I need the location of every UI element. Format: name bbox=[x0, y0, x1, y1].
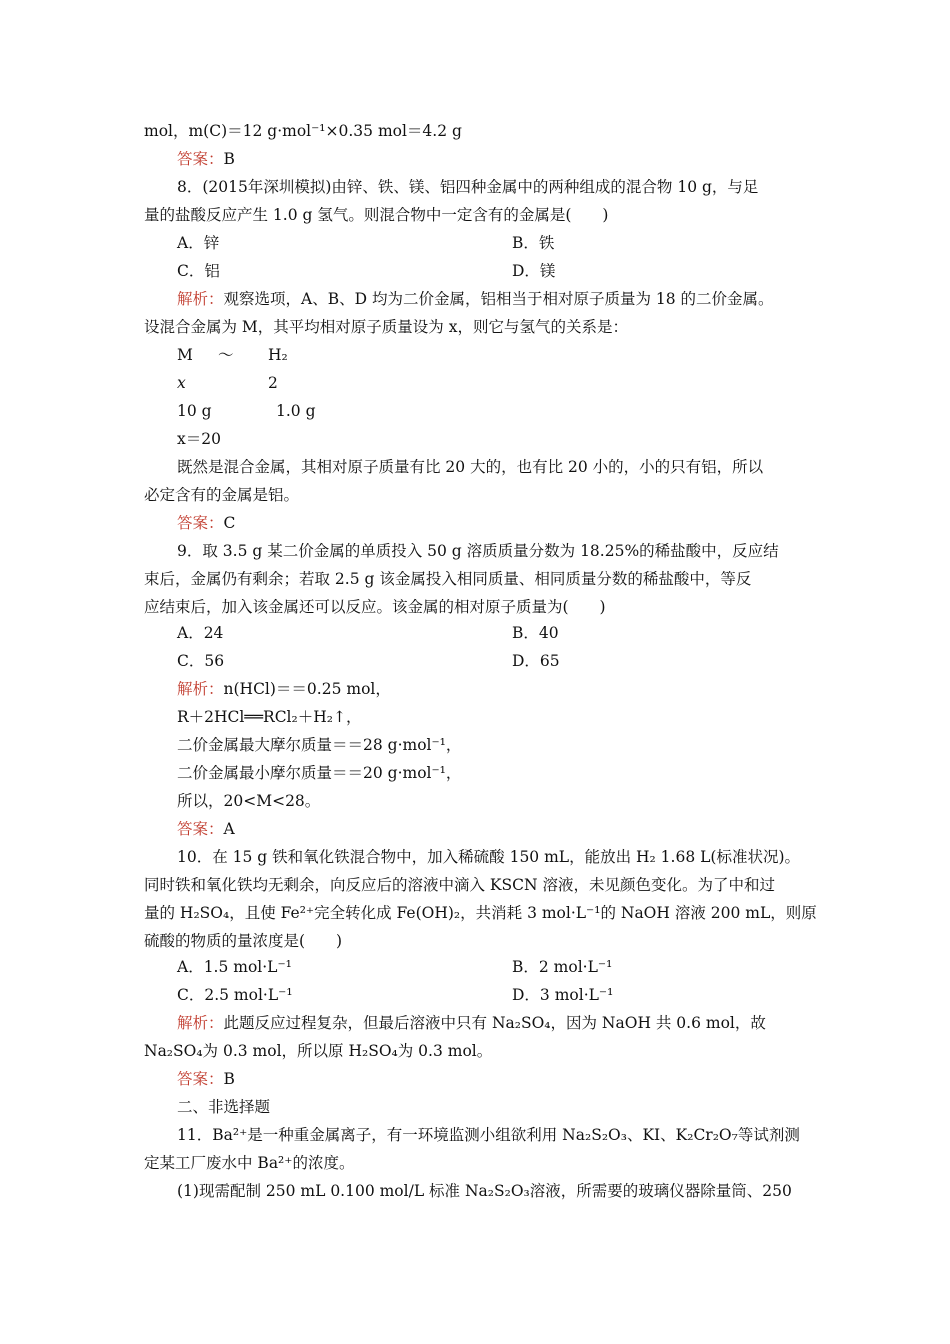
relation-cell: 1.0 g bbox=[276, 402, 316, 420]
answer-value: B bbox=[223, 150, 235, 168]
question-11-line: 11．Ba²⁺是一种重金属离子，有一环境监测小组欲利用 Na₂S₂O₃、KI、K₂Cr₂O₇等试剂测 bbox=[177, 1126, 800, 1144]
option-d: D．65 bbox=[512, 652, 560, 670]
explanation-line: 既然是混合金属，其相对原子质量有比 20 大的，也有比 20 小的，小的只有铝，所以 bbox=[177, 458, 764, 476]
explanation-line: 所以，20<M<28。 bbox=[177, 792, 321, 810]
option-a: A．锌 bbox=[177, 234, 220, 252]
explanation-line: 二价金属最小摩尔质量＝＝20 g·mol⁻¹， bbox=[177, 764, 462, 782]
answer-value: C bbox=[223, 514, 236, 532]
option-a: A．1.5 mol·L⁻¹ bbox=[177, 958, 292, 976]
question-9-line: 9．取 3.5 g 某二价金属的单质投入 50 g 溶质质量分数为 18.25%的稀盐酸中，反应结 bbox=[177, 542, 779, 560]
answer-label: 答案： bbox=[177, 514, 224, 532]
relation-result: x＝20 bbox=[177, 430, 221, 448]
answer-value: B bbox=[223, 1070, 235, 1088]
option-d: D．3 mol·L⁻¹ bbox=[512, 986, 614, 1004]
question-9-line: 应结束后，加入该金属还可以反应。该金属的相对原子质量为( ) bbox=[144, 598, 606, 616]
answer-line bbox=[177, 510, 842, 536]
option-c: C．56 bbox=[177, 652, 225, 670]
option-b: B．40 bbox=[512, 624, 559, 642]
question-11-line: 定某工厂废水中 Ba²⁺的浓度。 bbox=[144, 1154, 355, 1172]
explanation-line: 解析：此题反应过程复杂，但最后溶液中只有 Na₂SO₄，因为 NaOH 共 0.6 mol，故 bbox=[177, 1014, 766, 1032]
option-c: C．铝 bbox=[177, 262, 220, 280]
answer-line bbox=[177, 816, 842, 842]
relation-cell: 2 bbox=[268, 374, 278, 392]
section-heading: 二、非选择题 bbox=[177, 1098, 271, 1116]
explanation-label: 解析： bbox=[177, 290, 224, 308]
relation-cell: M bbox=[177, 346, 193, 364]
relation-cell: x bbox=[177, 374, 186, 392]
explanation-line: 必定含有的金属是铝。 bbox=[144, 486, 300, 504]
question-8-line: 量的盐酸反应产生 1.0 g 氢气。则混合物中一定含有的金属是( ) bbox=[144, 206, 609, 224]
text-line: mol，m(C)＝12 g·mol⁻¹×0.35 mol＝4.2 g bbox=[144, 122, 462, 140]
option-a: A．24 bbox=[177, 624, 224, 642]
option-b: B．铁 bbox=[512, 234, 555, 252]
question-9-line: 束后，金属仍有剩余；若取 2.5 g 该金属投入相同质量、相同质量分数的稀盐酸中，等反 bbox=[144, 570, 752, 588]
option-d: D．镁 bbox=[512, 262, 556, 280]
answer-value: A bbox=[223, 820, 235, 838]
question-8-line: 8．(2015年深圳模拟)由锌、铁、镁、铝四种金属中的两种组成的混合物 10 g，与足 bbox=[177, 178, 759, 196]
question-10-line: 硫酸的物质的量浓度是( ) bbox=[144, 932, 343, 950]
explanation-line: R＋2HCl══RCl₂＋H₂↑， bbox=[177, 708, 362, 726]
question-10-line: 量的 H₂SO₄，且使 Fe²⁺完全转化成 Fe(OH)₂，共消耗 3 mol·L⁻¹的 NaOH 溶液 200 mL，则原 bbox=[144, 904, 817, 922]
relation-cell: H₂ bbox=[268, 346, 288, 364]
explanation-line: 设混合金属为 M，其平均相对原子质量设为 x，则它与氢气的关系是： bbox=[144, 318, 628, 336]
question-10-line: 10．在 15 g 铁和氧化铁混合物中，加入稀硫酸 150 mL，能放出 H₂ 1.68 L(标准状况)。 bbox=[177, 848, 800, 866]
answer-label: 答案： bbox=[177, 820, 224, 838]
explanation-line: Na₂SO₄为 0.3 mol，所以原 H₂SO₄为 0.3 mol。 bbox=[144, 1042, 493, 1060]
explanation-line: 二价金属最大摩尔质量＝＝28 g·mol⁻¹， bbox=[177, 736, 462, 754]
relation-cell: ～ bbox=[218, 346, 234, 364]
explanation-label: 解析： bbox=[177, 680, 224, 698]
explanation-label: 解析： bbox=[177, 1014, 224, 1032]
explanation-line: 解析：n(HCl)＝＝0.25 mol， bbox=[177, 680, 391, 698]
explanation-line: 解析：观察选项，A、B、D 均为二价金属，铝相当于相对原子质量为 18 的二价金属。 bbox=[177, 290, 774, 308]
option-c: C．2.5 mol·L⁻¹ bbox=[177, 986, 293, 1004]
answer-label: 答案： bbox=[177, 1070, 224, 1088]
answer-line bbox=[177, 146, 842, 172]
answer-line bbox=[177, 1066, 842, 1092]
question-11-line: (1)现需配制 250 mL 0.100 mol/L 标准 Na₂S₂O₃溶液，所需要的玻璃仪器除量筒、250 bbox=[177, 1182, 792, 1200]
relation-cell: 10 g bbox=[177, 402, 212, 420]
answer-label: 答案： bbox=[177, 150, 224, 168]
option-b: B．2 mol·L⁻¹ bbox=[512, 958, 613, 976]
question-10-line: 同时铁和氧化铁均无剩余，向反应后的溶液中滴入 KSCN 溶液，未见颜色变化。为了中和过 bbox=[144, 876, 775, 894]
